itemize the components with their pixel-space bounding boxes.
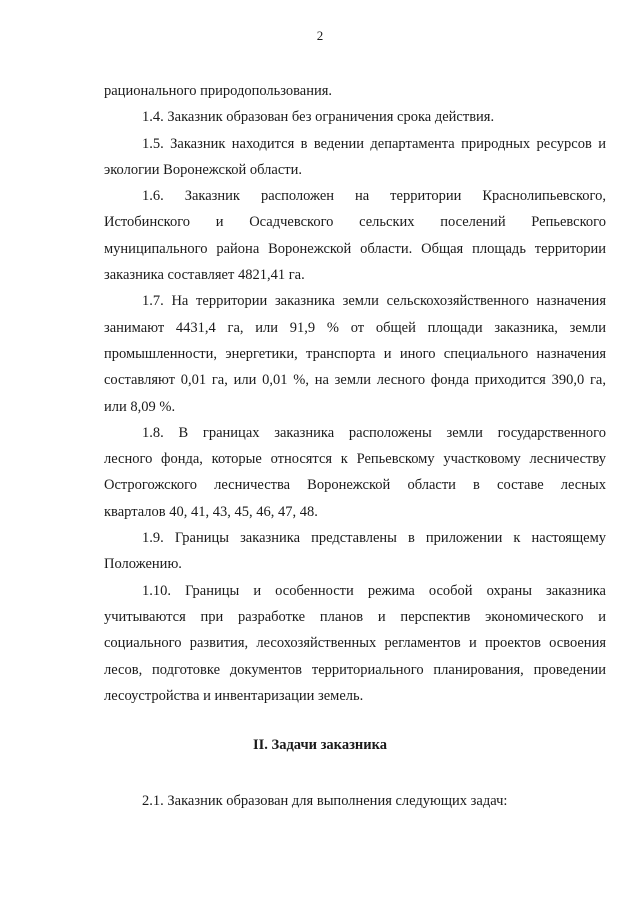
text-line: 1.7. На территории заказника земли сельскохозяйственного назначения <box>142 293 606 310</box>
text-line: 1.6. Заказник расположен на территории Краснолипьевского, <box>142 188 606 205</box>
text-line: составляют 0,01 га, или 0,01 %, на земли лесного фонда приходится 390,0 га, <box>104 372 606 389</box>
text-line: заказника составляет 4821,41 га. <box>104 267 305 284</box>
text-line: кварталов 40, 41, 43, 45, 46, 47, 48. <box>104 503 318 520</box>
paragraph <box>104 420 606 525</box>
text-line: лесоустройства и инвентаризации земель. <box>104 687 364 704</box>
text-line: промышленности, энергетики, транспорта и иного специального назначения <box>104 345 606 362</box>
text-line: муниципального района Воронежской области. Общая площадь территории <box>104 240 606 257</box>
text-line: экологии Воронежской области. <box>104 161 303 178</box>
section-title: II. Задачи заказника <box>253 737 387 753</box>
text-line: 1.5. Заказник находится в ведении департамента природных ресурсов и <box>142 135 606 152</box>
text-line: учитываются при разработке планов и перспектив экономического и <box>104 608 606 625</box>
text-line: Острогожского лесничества Воронежской области в составе лесных <box>104 477 606 494</box>
text-line: рационального природопользования. <box>104 83 333 99</box>
paragraph <box>104 578 606 709</box>
text-line: занимают 4431,4 га, или 91,9 % от общей площади заказника, земли <box>104 319 606 336</box>
text-line: 1.9. Границы заказника представлены в приложении к настоящему <box>142 530 606 547</box>
document-body <box>104 78 606 709</box>
paragraph <box>104 525 606 578</box>
text-line: Истобинского и Осадчевского сельских поселений Репьевского <box>104 214 606 231</box>
paragraph <box>104 131 606 184</box>
page-number: 2 <box>316 28 324 43</box>
text-line: Положению. <box>104 556 182 573</box>
text-line: лесов, подготовке документов территориального планирования, проведении <box>104 661 606 678</box>
paragraph-2-1: 2.1. Заказник образован для выполнения следующих задач: <box>142 793 508 809</box>
text-line: лесного фонда, которые относятся к Репьевскому участковому лесничеству <box>104 451 606 468</box>
text-line: 1.10. Границы и особенности режима особой охраны заказника <box>142 582 606 599</box>
paragraph <box>104 183 606 288</box>
text-line: 1.4. Заказник образован без ограничения срока действия. <box>142 109 495 126</box>
paragraph <box>104 288 606 419</box>
text-line: или 8,09 %. <box>104 398 176 415</box>
paragraph <box>104 78 606 104</box>
paragraph <box>104 104 606 130</box>
text-line: социального развития, лесохозяйственных регламентов и проектов освоения <box>104 635 606 652</box>
text-line: 1.8. В границах заказника расположены земли государственного <box>142 424 606 441</box>
